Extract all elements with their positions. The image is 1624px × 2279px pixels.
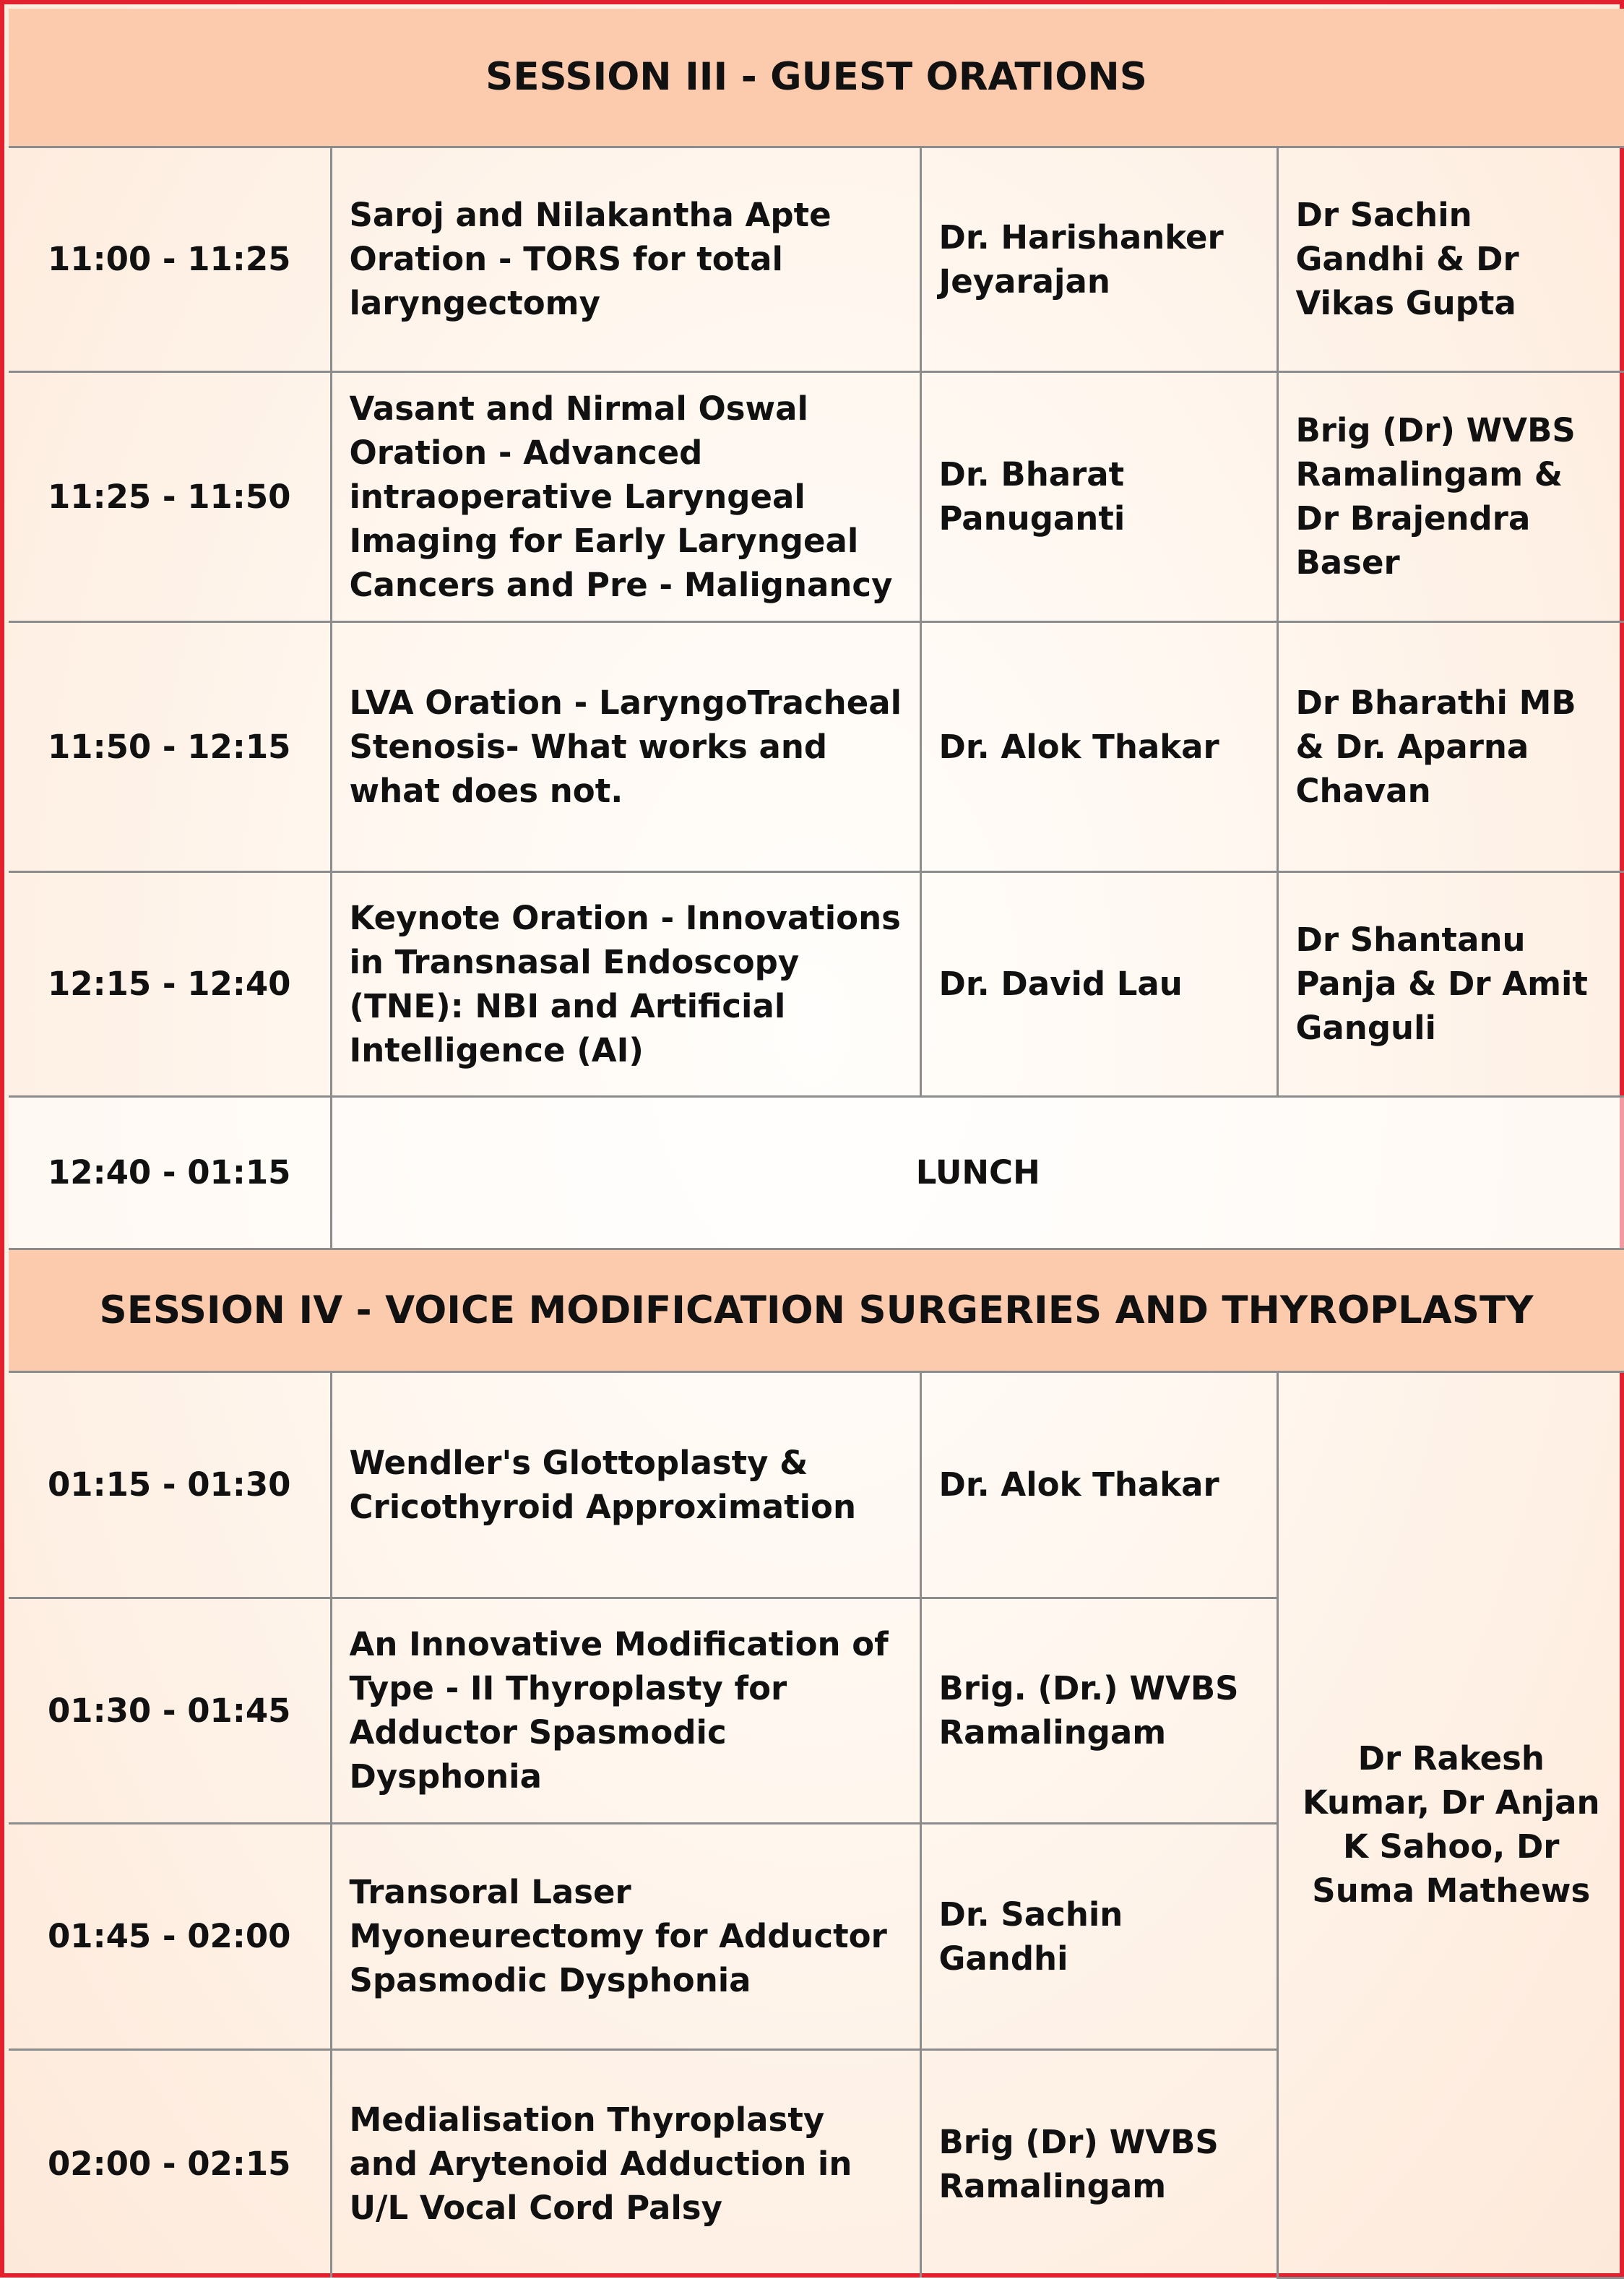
time-slot: 11:25 - 11:50: [9, 371, 331, 621]
table-row: [9, 147, 1624, 371]
chairpersons: Dr Rakesh Kumar, Dr Anjan K Sahoo, Dr Suma Mathews: [1277, 1371, 1624, 2278]
time-slot: 01:45 - 02:00: [9, 1823, 331, 2049]
session-title: SESSION IV - VOICE MODIFICATION SURGERIES AND THYROPLASTY: [9, 1249, 1624, 1371]
schedule-table: [9, 9, 1624, 2279]
table-row: [9, 871, 1624, 1096]
session-header-row: [9, 9, 1624, 147]
topic: LVA Oration - LaryngoTracheal Stenosis- What works and what does not.: [331, 621, 920, 871]
speaker: Dr. Sachin Gandhi: [920, 1823, 1277, 2049]
time-slot: 12:40 - 01:15: [9, 1096, 331, 1249]
time-slot: 11:50 - 12:15: [9, 621, 331, 871]
chairpersons: Dr Sachin Gandhi & Dr Vikas Gupta: [1277, 147, 1624, 371]
topic: Medialisation Thyroplasty and Arytenoid Adduction in U/L Vocal Cord Palsy: [331, 2049, 920, 2278]
session-title: SESSION III - GUEST ORATIONS: [9, 9, 1624, 147]
chairpersons: Brig (Dr) WVBS Ramalingam & Dr Brajendra Baser: [1277, 371, 1624, 621]
topic: Transoral Laser Myoneurectomy for Adductor Spasmodic Dysphonia: [331, 1823, 920, 2049]
time-slot: 01:30 - 01:45: [9, 1598, 331, 1823]
chairpersons: Dr Bharathi MB & Dr. Aparna Chavan: [1277, 621, 1624, 871]
speaker: Brig. (Dr.) WVBS Ramalingam: [920, 1598, 1277, 1823]
speaker: Dr. Alok Thakar: [920, 1371, 1277, 1598]
speaker: Dr. Bharat Panuganti: [920, 371, 1277, 621]
topic: Keynote Oration - Innovations in Transnasal Endoscopy (TNE): NBI and Artificial Intelligence (AI): [331, 871, 920, 1096]
speaker: Dr. Alok Thakar: [920, 621, 1277, 871]
speaker: Brig (Dr) WVBS Ramalingam: [920, 2049, 1277, 2278]
topic: Vasant and Nirmal Oswal Oration - Advanced intraoperative Laryngeal Imaging for Early Laryngeal Cancers and Pre - Malignancy: [331, 371, 920, 621]
time-slot: 01:15 - 01:30: [9, 1371, 331, 1598]
time-slot: 02:00 - 02:15: [9, 2049, 331, 2278]
chairpersons: Dr Shantanu Panja & Dr Amit Ganguli: [1277, 871, 1624, 1096]
break-row: [9, 1096, 1624, 1249]
break-label: LUNCH: [331, 1096, 1624, 1249]
speaker: Dr. Harishanker Jeyarajan: [920, 147, 1277, 371]
topic: Saroj and Nilakantha Apte Oration - TORS for total laryngectomy: [331, 147, 920, 371]
table-row: [9, 371, 1624, 621]
topic: An Innovative Modification of Type - II Thyroplasty for Adductor Spasmodic Dysphonia: [331, 1598, 920, 1823]
table-row: [9, 621, 1624, 871]
time-slot: 12:15 - 12:40: [9, 871, 331, 1096]
table-row: [9, 1371, 1624, 1598]
time-slot: 11:00 - 11:25: [9, 147, 331, 371]
session-header-row: [9, 1249, 1624, 1371]
topic: Wendler's Glottoplasty & Cricothyroid Approximation: [331, 1371, 920, 1598]
speaker: Dr. David Lau: [920, 871, 1277, 1096]
